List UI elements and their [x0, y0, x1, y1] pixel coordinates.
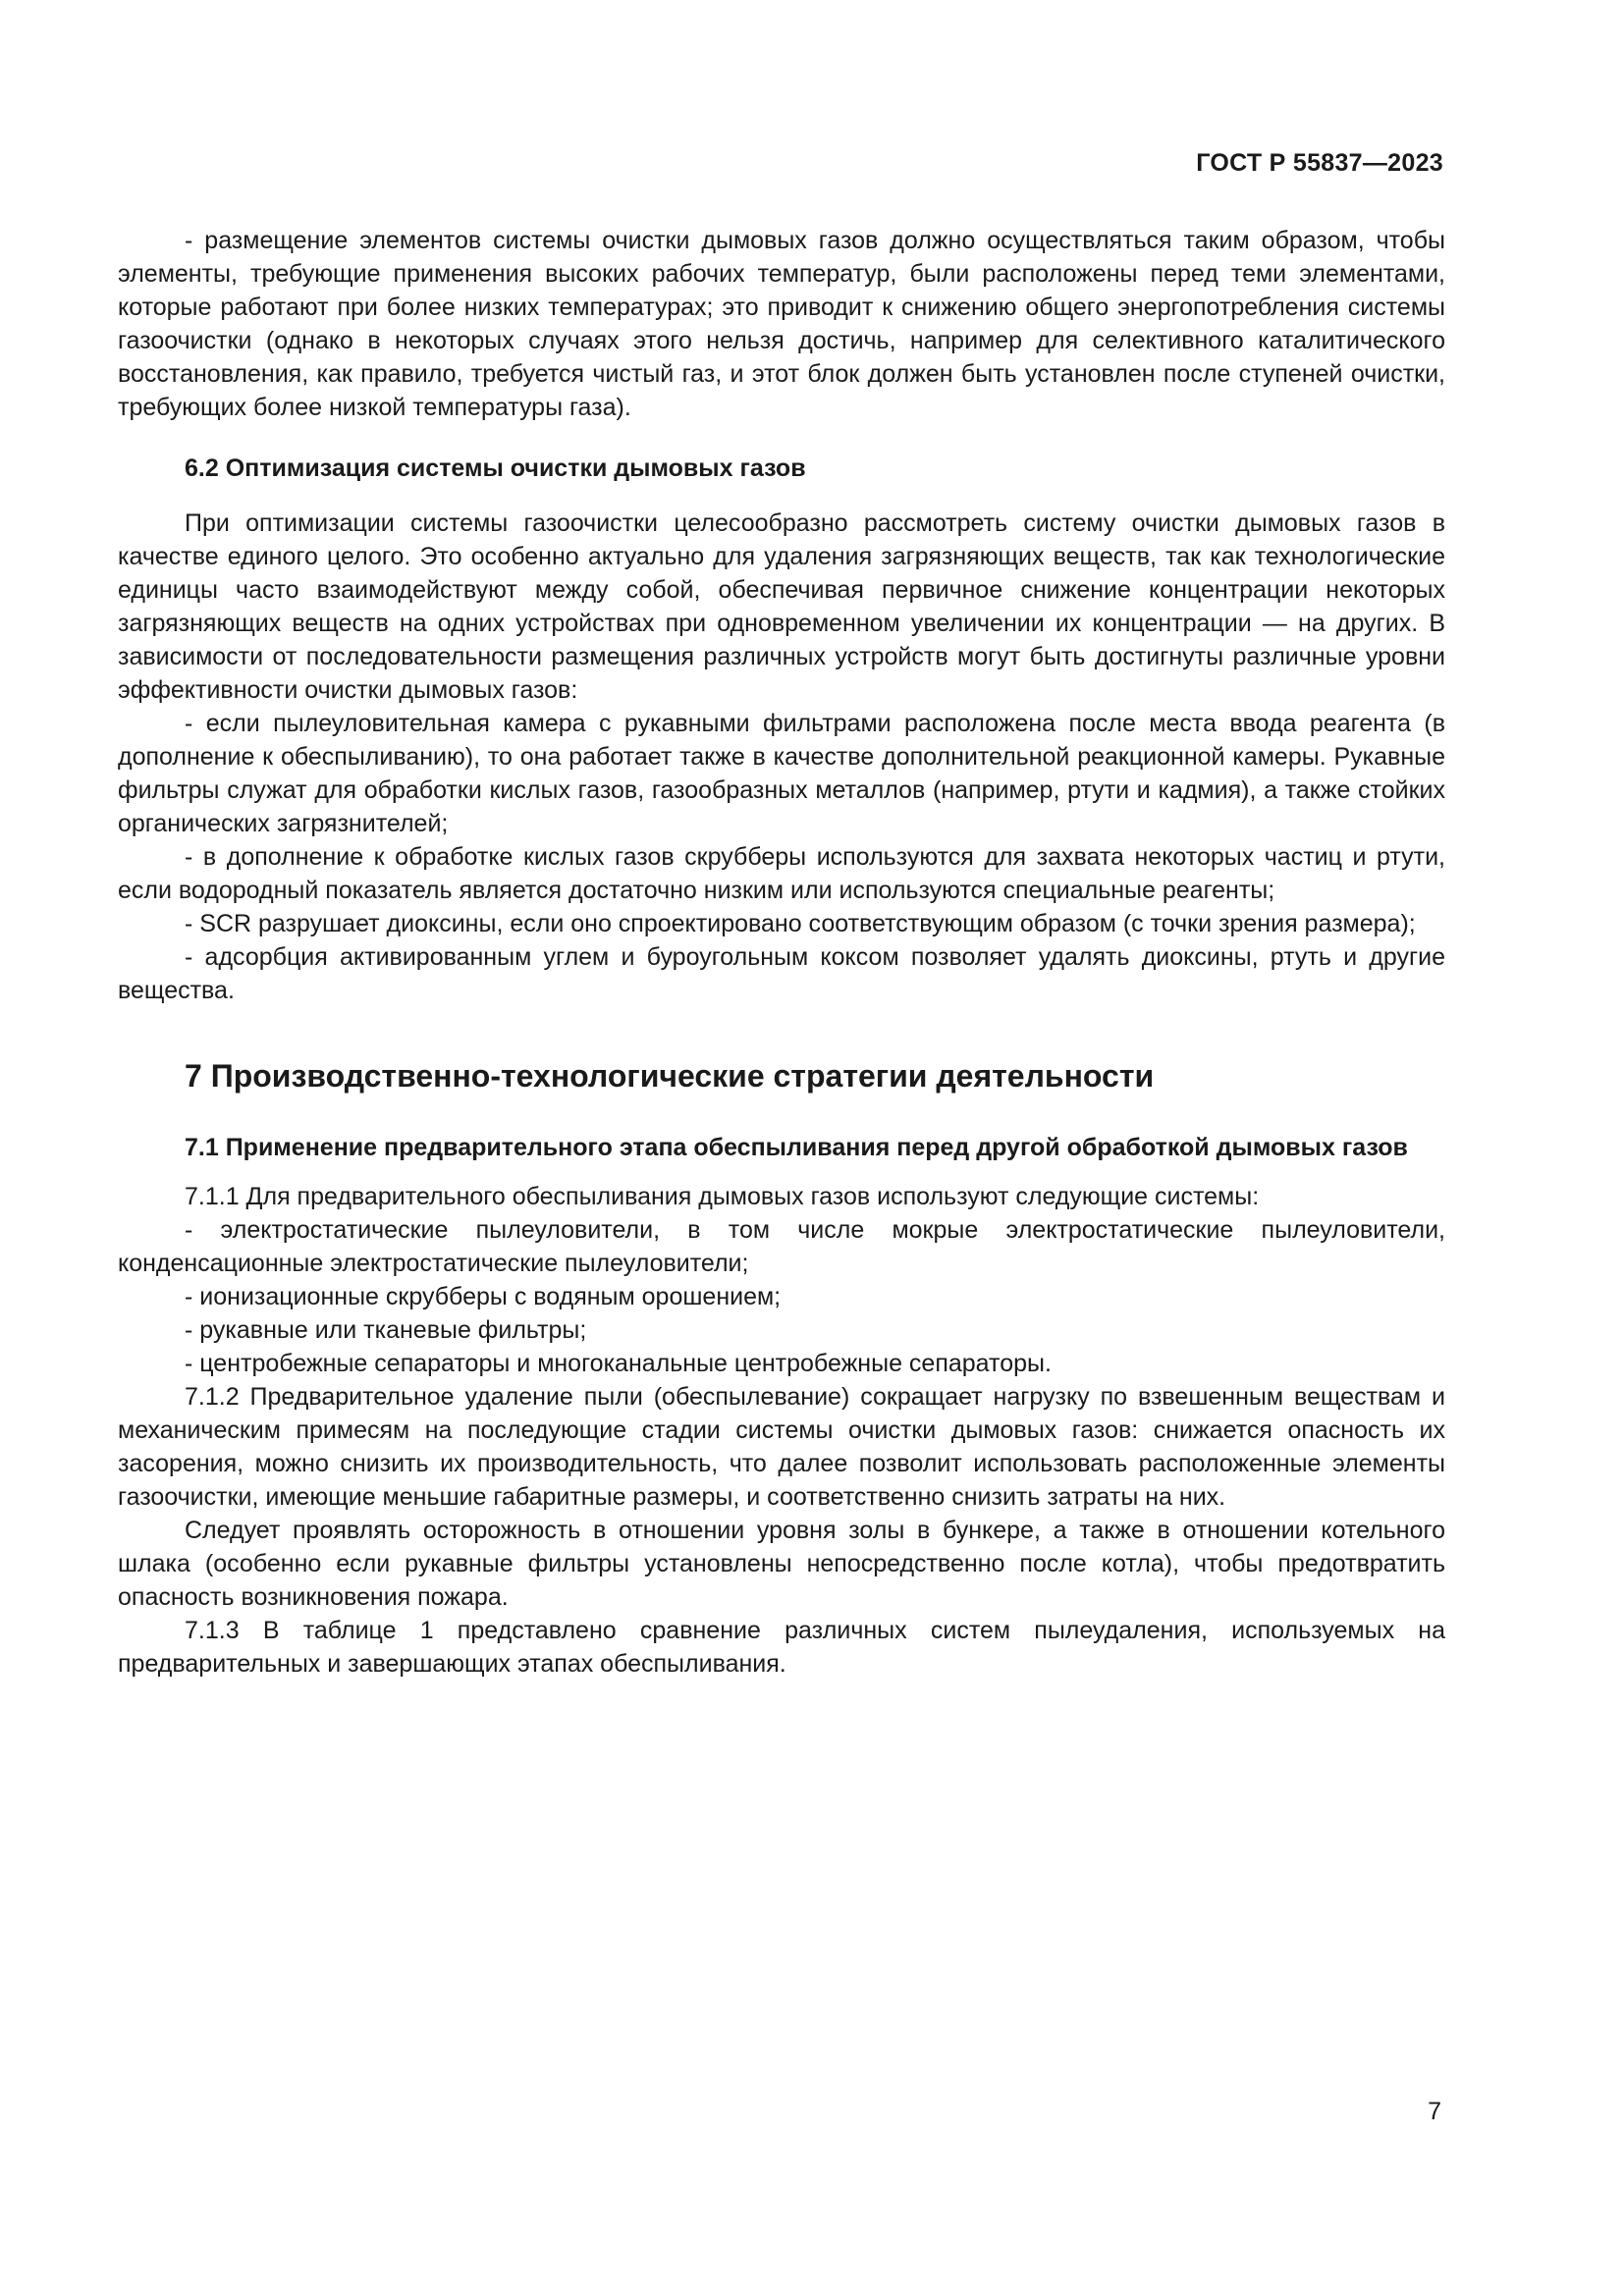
paragraph-7-1-2: 7.1.2 Предварительное удаление пыли (обеспылевание) сокращает нагрузку по взвешенным веществам и механическим примесям на последующие стадии системы очистки дымовых газов: снижается опасность их засорения, можно снизить их производительность, что далее позволит использовать расположенные элементы газоочистки, имеющие меньшие габаритные размеры, и соответственно снизить затраты на них.	[118, 1383, 1445, 1511]
document-code-header: ГОСТ Р 55837—2023	[1196, 149, 1443, 177]
list-item-fabric-filters: - рукавные или тканевые фильтры;	[185, 1316, 587, 1344]
list-item-scr: - SCR разрушает диоксины, если оно спроектировано соответствующим образом (с точки зрения размера);	[185, 910, 1416, 937]
paragraph-7-1-1: 7.1.1 Для предварительного обеспыливания дымовых газов используют следующие системы:	[185, 1183, 1260, 1210]
paragraph-caution-ash: Следует проявлять осторожность в отношении уровня золы в бункере, а также в отношении котельного шлака (особенно если рукавные фильтры установлены непосредственно после котла), чтобы предотвратить опасность возникновения пожара.	[118, 1517, 1445, 1611]
document-body	[118, 224, 1445, 1681]
list-item-electrostatic: - электростатические пылеуловители, в том числе мокрые электростатические пылеуловители, конденсационные электростатические пылеуловители;	[118, 1216, 1445, 1277]
subsection-heading-7-1: 7.1 Применение предварительного этапа обеспыливания перед другой обработкой дымовых газов	[185, 1134, 1408, 1161]
section-heading-7: 7 Производственно-технологические стратегии деятельности	[185, 1058, 1155, 1094]
list-item-adsorption: - адсорбция активированным углем и буроугольным коксом позволяет удалять диоксины, ртуть и другие вещества.	[118, 943, 1445, 1004]
list-item-bag-filter-chamber: - если пылеуловительная камера с рукавными фильтрами расположена после места ввода реагента (в дополнение к обеспыливанию), то она работает также в качестве дополнительной реакционной камеры. Рукавные фильтры служат для обработки кислых газов, газообразных металлов (например, ртути и кадмия), а также стойких органических загрязнителей;	[118, 710, 1445, 837]
list-item-scrubbers: - в дополнение к обработке кислых газов скрубберы используются для захвата некоторых частиц и ртути, если водородный показатель является достаточно низким или используются специальные реагенты;	[118, 843, 1445, 904]
list-item-centrifugal-separators: - центробежные сепараторы и многоканальные центробежные сепараторы.	[185, 1350, 1052, 1377]
paragraph-7-1-3: 7.1.3 В таблице 1 представлено сравнение различных систем пылеудаления, используемых на предварительных и завершающих этапах обеспыливания.	[118, 1617, 1445, 1678]
subsection-heading-6-2: 6.2 Оптимизация системы очистки дымовых газов	[185, 454, 806, 482]
paragraph-optimization-intro: При оптимизации системы газоочистки целесообразно рассмотреть систему очистки дымовых газов в качестве единого целого. Это особенно актуально для удаления загрязняющих веществ, так как технологические единицы часто взаимодействуют между собой, обеспечивая первичное снижение концентрации некоторых загрязняющих веществ на одних устройствах при одновременном увеличении их концентрации — на других. В зависимости от последовательности размещения различных устройств могут быть достигнуты различные уровни эффективности очистки дымовых газов:	[118, 509, 1445, 704]
page-number: 7	[1428, 2098, 1441, 2125]
list-item-ionization-scrubbers: - ионизационные скрубберы с водяным орошением;	[185, 1283, 782, 1310]
paragraph-placement-elements: - размещение элементов системы очистки дымовых газов должно осуществляться таким образом, чтобы элементы, требующие применения высоких рабочих температур, были расположены перед теми элементами, которые работают при более низких температурах; это приводит к снижению общего энергопотребления системы газоочистки (однако в некоторых случаях этого нельзя достичь, например для селективного каталитического восстановления, как правило, требуется чистый газ, и этот блок должен быть установлен после ступеней очистки, требующих более низкой температуры газа).	[118, 227, 1445, 421]
